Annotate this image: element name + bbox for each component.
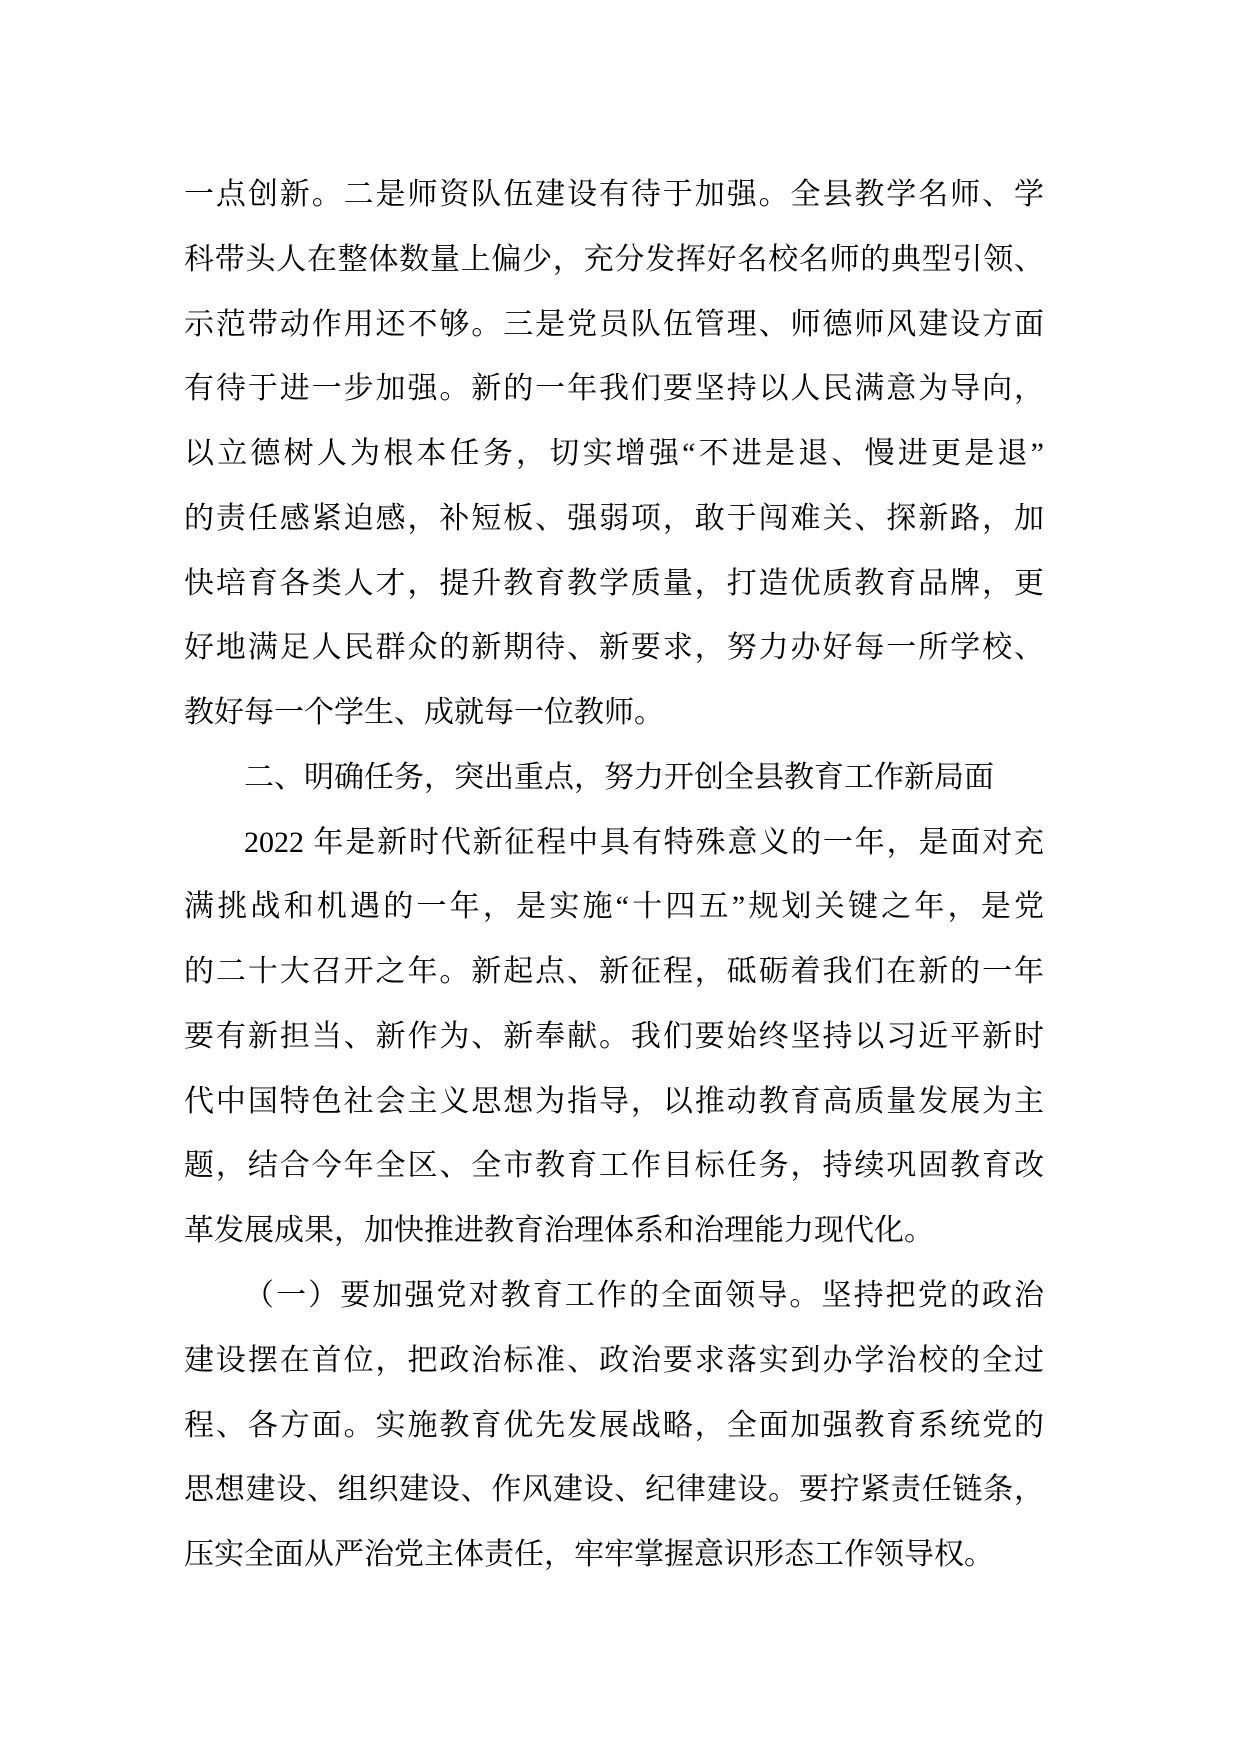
text-line: 要有新担当、新作为、新奉献。我们要始终坚持以习近平新时 [184, 1019, 1044, 1053]
text-line: （一）要加强党对教育工作的全面领导。坚持把党的政治 [244, 1279, 1044, 1313]
text-line: 题，结合今年全区、全市教育工作目标任务，持续巩固教育改 [184, 1149, 1044, 1183]
document-body [184, 163, 1044, 1588]
text-line: 压实全面从严治党主体责任，牢牢掌握意识形态工作领导权。 [184, 1538, 994, 1572]
paragraph [184, 163, 1044, 746]
text-line: 满挑战和机遇的一年，是实施“十四五”规划关键之年，是党 [184, 890, 1044, 924]
paragraph [184, 1264, 1044, 1588]
text-line: 革发展成果，加快推进教育治理体系和治理能力现代化。 [184, 1214, 934, 1248]
text-line: 程、各方面。实施教育优先发展战略，全面加强教育系统党的 [184, 1408, 1044, 1442]
text-line: 以立德树人为根本任务，切实增强“不进是退、慢进更是退” [184, 437, 1044, 471]
text-line: 一点创新。二是师资队伍建设有待于加强。全县教学名师、学 [184, 178, 1044, 211]
text-line: 快培育各类人才，提升教育教学质量，打造优质教育品牌，更 [184, 566, 1044, 600]
text-line: 的责任感紧迫感，补短板、强弱项，敢于闯难关、探新路，加 [184, 501, 1044, 535]
text-line: 科带头人在整体数量上偏少，充分发挥好名校名师的典型引领、 [184, 242, 1044, 276]
text-line: 的二十大召开之年。新起点、新征程，砥砺着我们在新的一年 [184, 955, 1044, 989]
text-line: 代中国特色社会主义思想为指导，以推动教育高质量发展为主 [184, 1084, 1044, 1118]
text-line: 教好每一个学生、成就每一位教师。 [184, 696, 664, 730]
text-line: 有待于进一步加强。新的一年我们要坚持以人民满意为导向， [184, 372, 1044, 406]
paragraph [184, 811, 1044, 1264]
text-line: 2022 年是新时代新征程中具有特殊意义的一年，是面对充 [244, 825, 1044, 859]
text-line: 建设摆在首位，把政治标准、政治要求落实到办学治校的全过 [184, 1343, 1044, 1377]
text-line: 思想建设、组织建设、作风建设、纪律建设。要拧紧责任链条， [184, 1473, 1044, 1507]
section-heading [184, 746, 1044, 811]
text-line: 示范带动作用还不够。三是党员队伍管理、师德师风建设方面 [184, 307, 1044, 341]
text-line: 二、明确任务，突出重点，努力开创全县教育工作新局面 [244, 760, 994, 794]
text-line: 好地满足人民群众的新期待、新要求，努力办好每一所学校、 [184, 631, 1044, 665]
